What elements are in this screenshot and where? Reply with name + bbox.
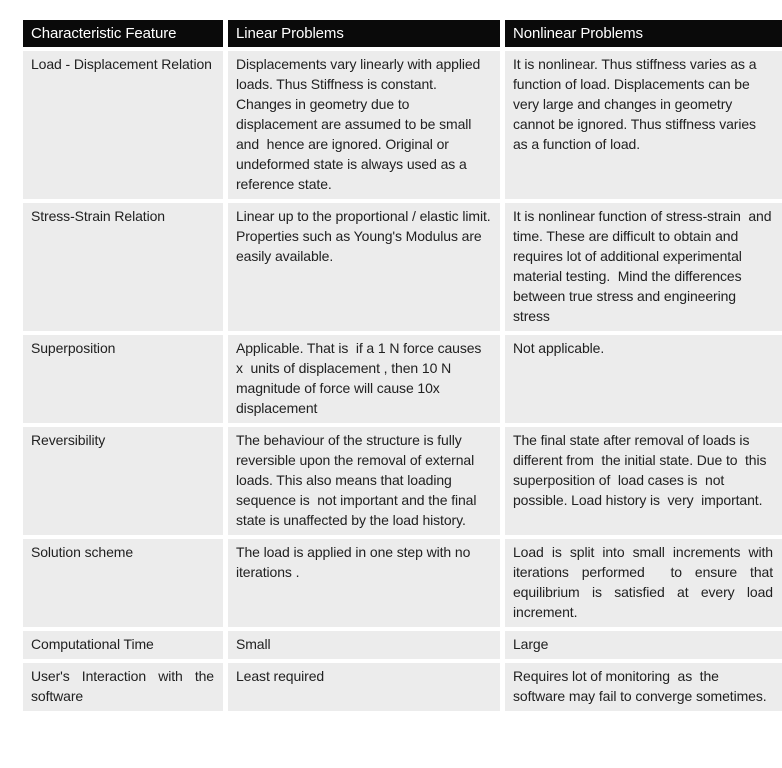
row-superposition-linear: Applicable. That is if a 1 N force causes x units of displacement , then 10 N magnitude of force will cause 10x displacement: [228, 335, 500, 423]
row-reversibility-nonlinear: The final state after removal of loads is different from the initial state. Due to this superposition of load cases is not possible. Load history is very important.: [505, 427, 782, 535]
row-users-interaction-nonlinear: Requires lot of monitoring as the software may fail to converge sometimes.: [505, 663, 782, 711]
row-stress-strain-feature: Stress-Strain Relation: [23, 203, 223, 331]
row-load-displacement-nonlinear: It is nonlinear. Thus stiffness varies as a function of load. Displacements can be very large and changes in geometry cannot be ignored. Thus stiffness varies as a function of load.: [505, 51, 782, 199]
row-users-interaction-feature: User's Interaction with the software: [23, 663, 223, 711]
row-superposition-nonlinear: Not applicable.: [505, 335, 782, 423]
row-solution-scheme-nonlinear: Load is split into small increments with iterations performed to ensure that equilibrium is satisfied at every load increment.: [505, 539, 782, 627]
row-users-interaction-linear: Least required: [228, 663, 500, 711]
row-solution-scheme-feature: Solution scheme: [23, 539, 223, 627]
row-load-displacement-linear: Displacements vary linearly with applied loads. Thus Stiffness is constant. Changes in geometry due to displacement are assumed to be small and hence are ignored. Original or undeformed state is always used as a reference state.: [228, 51, 500, 199]
row-solution-scheme-linear: The load is applied in one step with no iterations .: [228, 539, 500, 627]
row-computational-time-feature: Computational Time: [23, 631, 223, 659]
row-stress-strain-linear: Linear up to the proportional / elastic limit. Properties such as Young's Modulus are easily available.: [228, 203, 500, 331]
header-characteristic-feature: Characteristic Feature: [23, 20, 223, 47]
row-computational-time-linear: Small: [228, 631, 500, 659]
row-stress-strain-nonlinear: It is nonlinear function of stress-strain and time. These are difficult to obtain and requires lot of additional experimental material testing. Mind the differences between true stress and engineering stress: [505, 203, 782, 331]
header-linear-problems: Linear Problems: [228, 20, 500, 47]
row-reversibility-linear: The behaviour of the structure is fully reversible upon the removal of external loads. This also means that loading sequence is not important and the final state is unaffected by the load history.: [228, 427, 500, 535]
row-computational-time-nonlinear: Large: [505, 631, 782, 659]
row-reversibility-feature: Reversibility: [23, 427, 223, 535]
row-load-displacement-feature: Load - Displacement Relation: [23, 51, 223, 199]
row-superposition-feature: Superposition: [23, 335, 223, 423]
linear-vs-nonlinear-comparison-table: [23, 20, 782, 711]
header-nonlinear-problems: Nonlinear Problems: [505, 20, 782, 47]
